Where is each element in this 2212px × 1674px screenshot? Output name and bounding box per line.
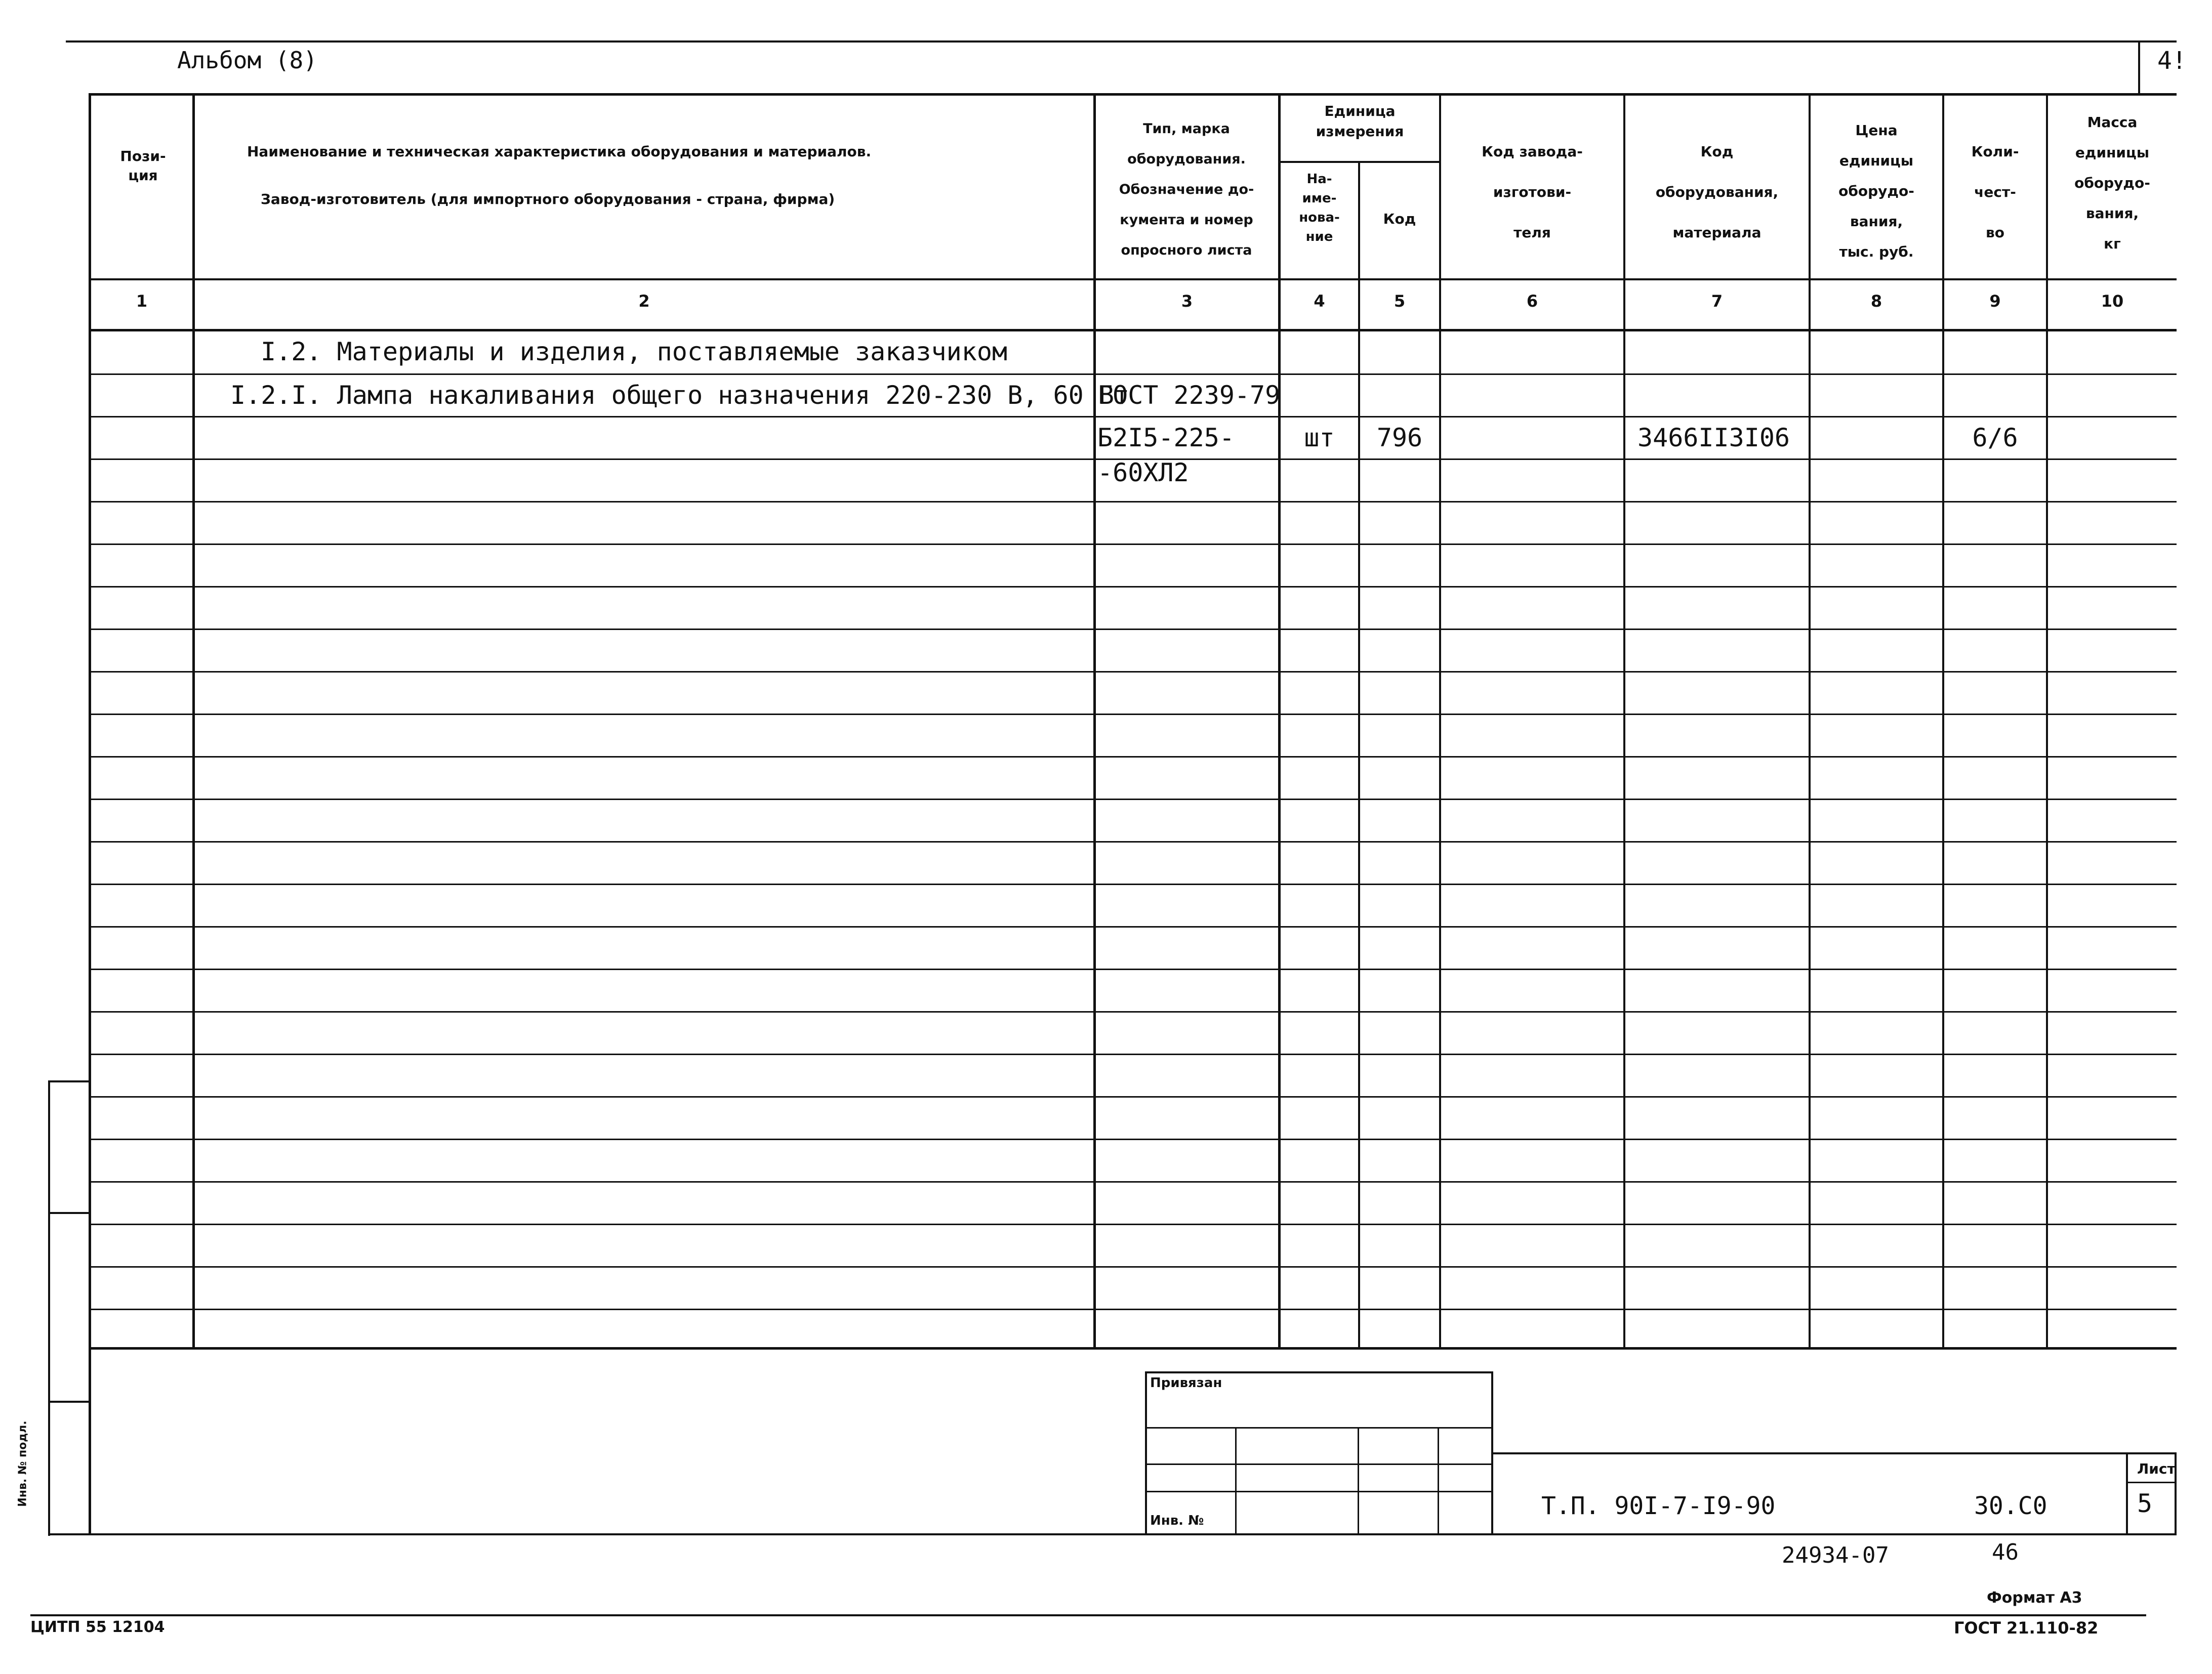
header-factory-code: Код завода- изготови- теля [1482,143,1583,241]
table-row [89,629,2177,630]
title-block-top [1493,1452,2177,1454]
col-line-4 [1358,161,1360,1349]
table-row [89,373,2177,375]
table-row [89,841,2177,843]
col-number-4: 4 [1314,291,1325,311]
stamp-top [1145,1371,1493,1373]
frame-bottom [48,1533,2177,1535]
table-row [89,1139,2177,1140]
side-label: Инв. № подл. [16,1420,29,1507]
item-material-code: 3466II3I06 [1637,423,1790,452]
table-row [89,671,2177,673]
table-row [89,884,2177,885]
table-row [89,501,2177,503]
table-row [89,1181,2177,1183]
table-row [89,1266,2177,1268]
table-row [89,799,2177,800]
header-bottom [89,278,2177,280]
item-name: I.2.I. Лампа накаливания общего назначения 220-230 В, 60 Вт [230,381,1130,410]
col-number-10: 10 [2101,291,2124,311]
sheet-label-line [2126,1482,2177,1483]
header-type-brand: Тип, марка оборудования. Обозначение до- кумента и номер опросного листа [1119,121,1254,258]
print-code: ЦИТП 55 12104 [30,1618,165,1636]
header-unit-price: Цена единицы оборудо- вания, тыс. руб. [1838,122,1914,260]
col-line-2 [1093,93,1096,1349]
table-row [89,1054,2177,1055]
side-strip-mid1 [48,1212,91,1214]
col-number-6: 6 [1526,291,1538,311]
table-row [89,926,2177,928]
stamp-bound-label: Привязан [1150,1375,1222,1391]
stamp-line-3 [1145,1491,1493,1492]
sheet-divider [2126,1452,2128,1535]
standard-label: ГОСТ 21.110-82 [1954,1618,2099,1638]
side-strip-left [48,1080,50,1536]
table-row [89,1309,2177,1310]
header-position: Пози- ция [120,148,166,184]
item-quantity: 6/6 [1972,423,2018,452]
format-label: Формат А3 [1987,1589,2082,1607]
col-number-8: 8 [1870,291,1882,311]
album-label: Альбом (8) [177,47,317,74]
table-row [89,1224,2177,1225]
item-type-line2: -60ХЛ2 [1097,458,1189,487]
col-line-1 [192,93,195,1349]
numbers-bottom [89,329,2177,331]
section-title: I.2. Материалы и изделия, поставляемые заказчиком [261,337,1008,366]
header-unit-group: Единица измерения [1316,103,1404,140]
stamp-col-1 [1235,1427,1237,1535]
stamp-col-2 [1358,1427,1359,1535]
table-row [89,586,2177,588]
header-material-code: Код оборудования, материала [1655,143,1779,241]
unit-group-divider [1278,161,1440,163]
col-number-5: 5 [1394,291,1406,311]
col-number-2: 2 [638,291,650,311]
section-code: 30.С0 [1974,1492,2047,1520]
doc-designation: Т.П. 90I-7-I9-90 [1541,1492,1776,1520]
item-type-line1: Б2I5-225- [1097,423,1235,452]
top-border [66,40,2177,43]
stamp-line-2 [1145,1463,1493,1465]
side-strip-top [48,1080,91,1082]
corner-divider [2138,43,2140,93]
col-number-3: 3 [1181,291,1193,311]
col-line-3 [1278,93,1281,1349]
table-row [89,416,2177,417]
stamp-col-3 [1438,1427,1439,1535]
page-corner-number: 4! [2157,47,2187,75]
handwritten-archive-number: 24934-07 [1782,1542,1889,1568]
item-unit: шт [1304,423,1335,452]
item-standard: ГОСТ 2239-79 [1097,381,1281,410]
table-row [89,1011,2177,1013]
table-row [89,543,2177,545]
header-name-line2: Завод-изготовитель (для импортного оборудования - страна, фирма) [261,191,835,207]
col-line-7 [1809,93,1811,1349]
col-number-7: 7 [1711,291,1723,311]
col-line-8 [1942,93,1944,1349]
side-strip-mid2 [48,1401,91,1403]
sheet-label: Лист [2137,1460,2176,1477]
header-unit-name: На- име- нова- ние [1299,172,1340,244]
header-name-line1: Наименование и техническая характеристика оборудования и материалов. [247,143,872,160]
table-row [89,756,2177,758]
footer-line [30,1614,2146,1616]
stamp-left [1145,1371,1147,1535]
item-unit-code: 796 [1376,423,1423,452]
table-row [89,969,2177,970]
col-line-6 [1623,93,1625,1349]
col-line-9 [2046,93,2048,1349]
col-number-1: 1 [136,291,148,311]
header-quantity: Коли- чест- во [1971,143,2019,241]
header-unit-mass: Масса единицы оборудо- вания, кг [2074,114,2150,252]
header-unit-code: Код [1383,211,1416,227]
table-row [89,714,2177,715]
table-top [89,93,2177,96]
table-bottom [89,1347,2177,1350]
handwritten-page-number: 46 [1992,1539,2019,1565]
sheet-number: 5 [2137,1489,2153,1518]
stamp-line-1 [1145,1427,1493,1429]
table-row [89,1096,2177,1098]
col-line-5 [1439,93,1441,1349]
col-number-9: 9 [1989,291,2001,311]
stamp-inv-label: Инв. № [1150,1513,1204,1528]
